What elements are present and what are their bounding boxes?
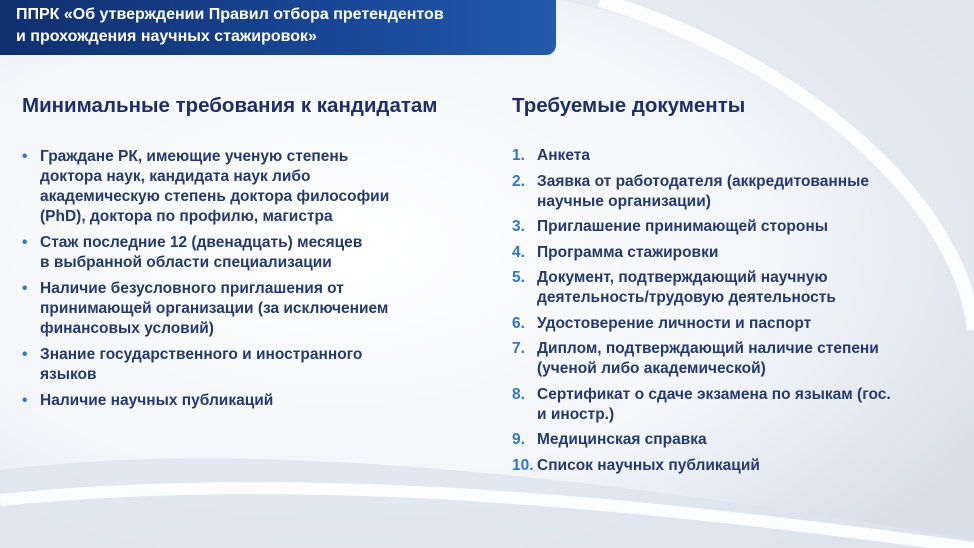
document-item [512, 217, 932, 237]
requirement-text: Наличие научных публикаций [40, 392, 274, 409]
item-number: 5. [512, 269, 525, 286]
documents-heading: Требуемые документы [512, 94, 746, 117]
document-text: Анкета [537, 147, 590, 164]
document-item [512, 146, 932, 166]
requirement-item [22, 233, 462, 273]
document-item [512, 456, 932, 476]
requirement-text: Стаж последние 12 (двенадцать) месяцев в выбранной области специализации [40, 234, 363, 271]
slide-title: ППРК «Об утверждении Правил отбора претендентов и прохождения научных стажировок» [16, 6, 444, 45]
item-number: 9. [512, 431, 525, 448]
document-item [512, 268, 932, 308]
item-number: 10. [512, 456, 534, 474]
document-text: Приглашение принимающей стороны [537, 218, 828, 235]
item-number: 7. [512, 340, 525, 357]
item-number: 6. [512, 314, 525, 332]
document-text: Медицинская справка [537, 431, 707, 448]
requirements-heading: Минимальные требования к кандидатам [22, 94, 438, 117]
slide-header-bar [0, 0, 556, 55]
requirements-list [22, 147, 462, 417]
bullet-icon: • [22, 148, 28, 165]
item-number: 1. [512, 147, 525, 164]
requirement-text: Граждане РК, имеющие ученую степень доктора наук, кандидата наук либо академическую степень доктора философии (PhD), доктора по профилю, магистра [40, 148, 390, 225]
bullet-icon: • [22, 346, 28, 363]
document-item [512, 339, 932, 379]
requirement-text: Наличие безусловного приглашения от принимающей организации (за исключением финансовых условий) [40, 280, 389, 337]
item-number: 3. [512, 218, 525, 235]
document-item [512, 385, 932, 425]
document-item [512, 314, 932, 334]
item-number: 2. [512, 172, 525, 190]
requirement-item [22, 279, 462, 339]
documents-list [512, 146, 932, 481]
document-text: Документ, подтверждающий научную деятельность/трудовую деятельность [537, 269, 836, 306]
document-text: Заявка от работодателя (аккредитованные научные организации) [537, 172, 869, 210]
bullet-icon: • [22, 392, 28, 409]
requirement-item [22, 345, 462, 385]
document-text: Программа стажировки [537, 243, 719, 261]
item-number: 8. [512, 385, 525, 403]
document-text: Удостоверение личности и паспорт [537, 314, 812, 332]
document-text: Список научных публикаций [537, 456, 760, 474]
document-text: Диплом, подтверждающий наличие степени (ученой либо академической) [537, 340, 879, 377]
bullet-icon: • [22, 280, 28, 297]
requirement-item [22, 147, 462, 227]
document-text: Сертификат о сдаче экзамена по языкам (гос. и иностр.) [537, 385, 891, 423]
document-item [512, 430, 932, 450]
requirement-text: Знание государственного и иностранного языков [40, 346, 363, 383]
bullet-icon: • [22, 234, 28, 251]
document-item [512, 243, 932, 263]
requirement-item [22, 391, 462, 411]
item-number: 4. [512, 243, 525, 261]
document-item [512, 172, 932, 212]
